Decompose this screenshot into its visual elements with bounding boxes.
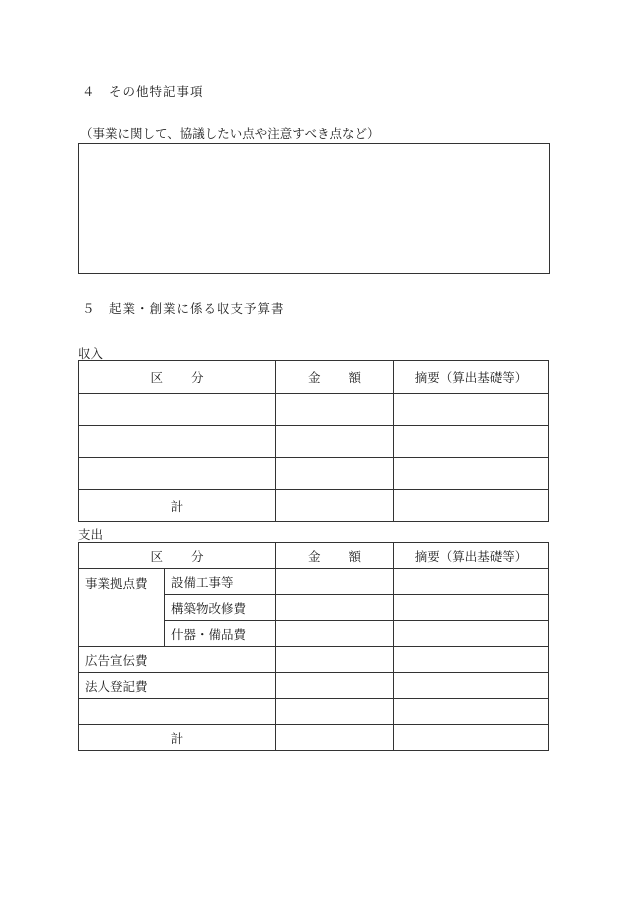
income-table	[78, 360, 549, 522]
expense-total-row	[79, 725, 549, 751]
expense-header-remarks: 摘要（算出基礎等）	[394, 543, 549, 569]
expense-item-label: 什器・備品費	[165, 621, 276, 647]
expense-cell-amount[interactable]	[276, 595, 394, 621]
income-cell-amount[interactable]	[276, 426, 394, 458]
table-row	[79, 699, 549, 725]
expense-cell-remarks[interactable]	[394, 673, 549, 699]
expense-header-amount-b: 額	[348, 548, 362, 564]
income-cell-amount[interactable]	[276, 394, 394, 426]
expense-cell-amount[interactable]	[276, 569, 394, 595]
expense-registration-label: 法人登記費	[79, 673, 276, 699]
income-header-amount	[276, 361, 394, 394]
income-header-category-a: 区	[150, 370, 163, 385]
expense-cell-category[interactable]	[79, 699, 276, 725]
expense-total-remarks[interactable]	[394, 725, 549, 751]
income-header-remarks: 摘要（算出基礎等）	[394, 361, 549, 394]
expense-cell-remarks[interactable]	[394, 595, 549, 621]
income-header-amount-b: 額	[348, 370, 362, 385]
section4-heading: ４ その他特記事項	[82, 84, 204, 99]
income-cell-remarks[interactable]	[394, 394, 549, 426]
table-row	[79, 394, 549, 426]
special-notes-box[interactable]	[78, 143, 550, 274]
expense-header-row	[79, 543, 549, 569]
expense-item-label: 設備工事等	[165, 569, 276, 595]
expense-header-category-b: 分	[191, 548, 204, 564]
expense-cell-amount[interactable]	[276, 699, 394, 725]
expense-cell-remarks[interactable]	[394, 699, 549, 725]
income-header-amount-a: 金	[307, 370, 321, 385]
income-total-row	[79, 490, 549, 522]
table-row	[79, 569, 549, 595]
income-header-category-b: 分	[191, 370, 204, 385]
expense-header-amount	[276, 543, 394, 569]
expense-table	[78, 542, 549, 751]
table-row	[79, 673, 549, 699]
expense-total-amount[interactable]	[276, 725, 394, 751]
expense-cell-remarks[interactable]	[394, 647, 549, 673]
income-header-category	[79, 361, 276, 394]
expense-cell-amount[interactable]	[276, 647, 394, 673]
expense-item-label: 構築物改修費	[165, 595, 276, 621]
table-row	[79, 647, 549, 673]
income-cell-category[interactable]	[79, 458, 276, 490]
income-cell-remarks[interactable]	[394, 458, 549, 490]
expense-header-category-a: 区	[150, 548, 163, 564]
expense-total-label: 計	[79, 725, 276, 751]
income-total-remarks[interactable]	[394, 490, 549, 522]
expense-label: 支出	[78, 527, 104, 542]
section5-heading: ５ 起業・創業に係る収支予算書	[82, 301, 285, 316]
expense-cell-amount[interactable]	[276, 621, 394, 647]
expense-advertising-label: 広告宣伝費	[79, 647, 276, 673]
expense-cell-remarks[interactable]	[394, 569, 549, 595]
income-cell-amount[interactable]	[276, 458, 394, 490]
income-total-amount[interactable]	[276, 490, 394, 522]
expense-header-category	[79, 543, 276, 569]
expense-group-label: 事業拠点費	[79, 569, 165, 647]
expense-cell-amount[interactable]	[276, 673, 394, 699]
income-label: 収入	[78, 346, 104, 361]
income-cell-category[interactable]	[79, 426, 276, 458]
section4-note: （事業に関して、協議したい点や注意すべき点など）	[80, 126, 380, 141]
income-header-row	[79, 361, 549, 394]
table-row	[79, 426, 549, 458]
expense-cell-remarks[interactable]	[394, 621, 549, 647]
income-total-label: 計	[79, 490, 276, 522]
income-cell-category[interactable]	[79, 394, 276, 426]
expense-header-amount-a: 金	[307, 548, 321, 564]
table-row	[79, 458, 549, 490]
income-cell-remarks[interactable]	[394, 426, 549, 458]
